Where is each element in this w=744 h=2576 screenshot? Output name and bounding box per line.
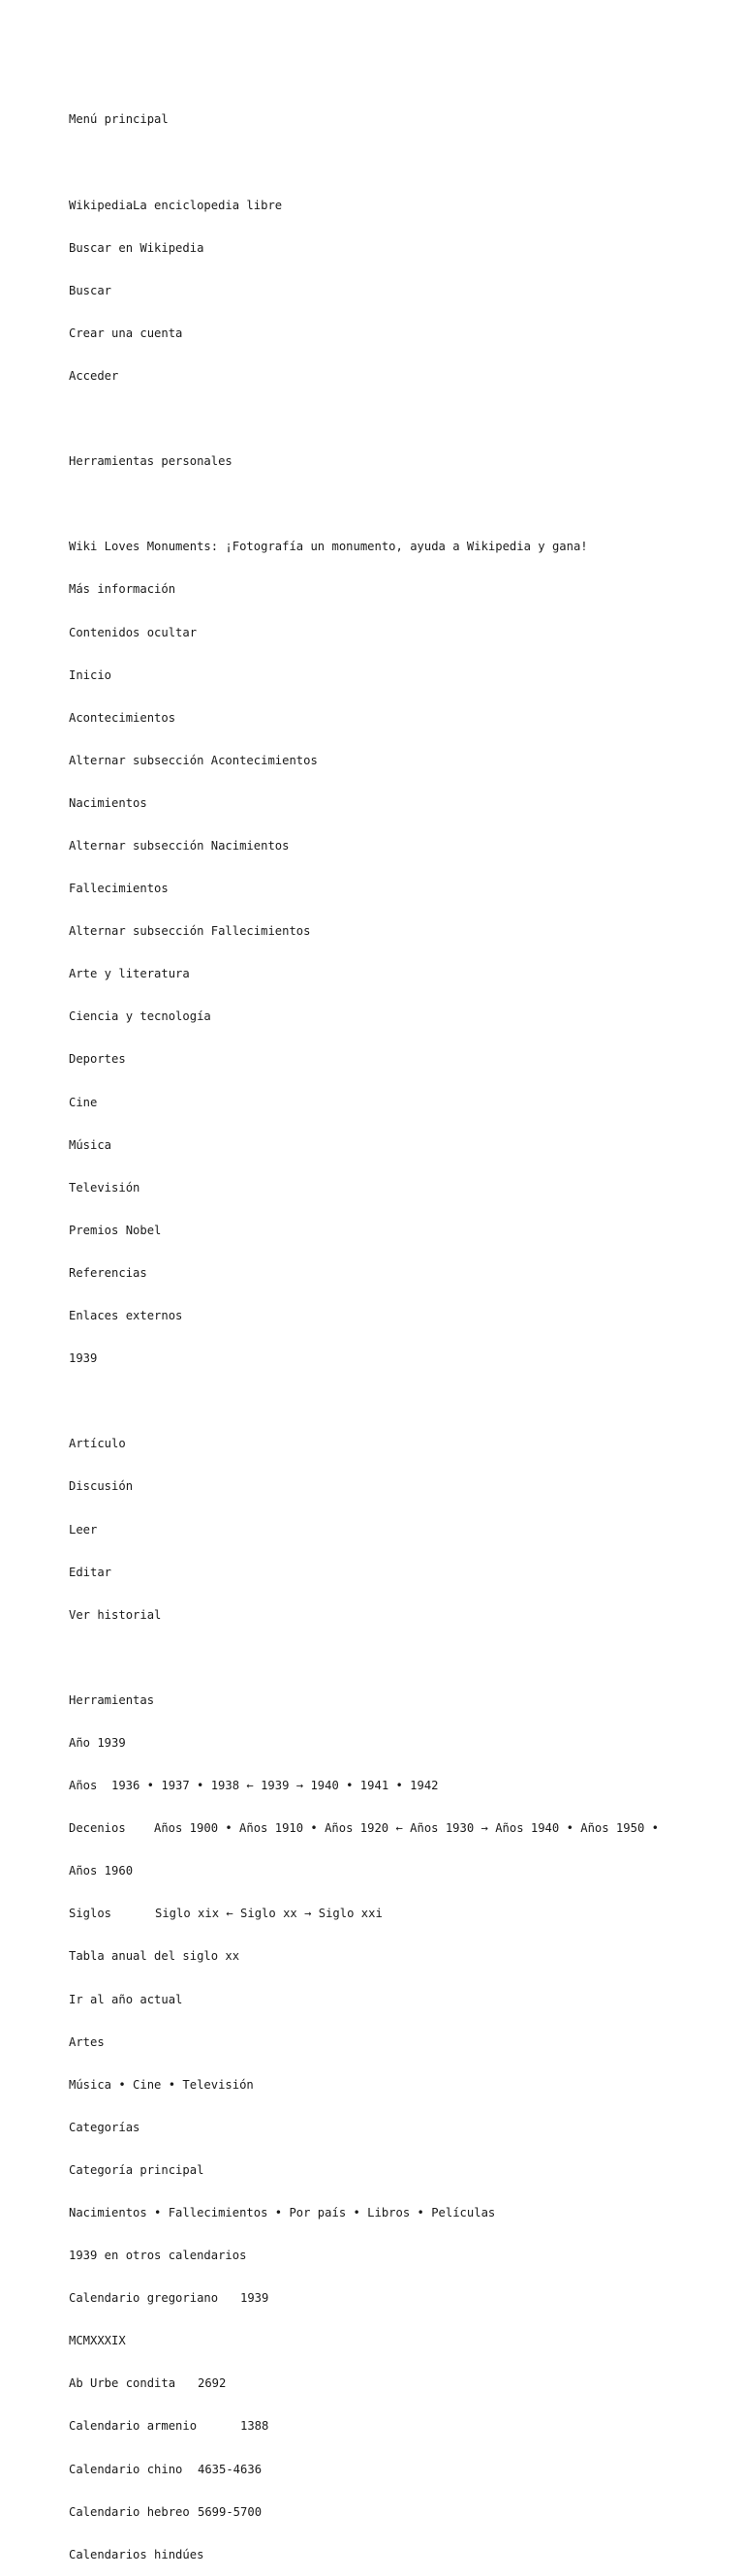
current-year-link[interactable]: Ir al año actual <box>69 1992 183 2006</box>
tab-article[interactable]: Artículo <box>69 1437 126 1451</box>
toc-item-acontecimientos[interactable]: Acontecimientos <box>69 710 176 725</box>
tab-edit[interactable]: Editar <box>69 1565 112 1579</box>
calendar-label[interactable]: Calendario chino <box>69 2462 183 2476</box>
calendar-label-hindu[interactable]: Calendarios hindúes <box>69 2547 204 2561</box>
calendar-row-gregorian <box>69 2291 737 2306</box>
infobox-label: Categorías <box>69 2120 140 2134</box>
toc-heading[interactable]: Contenidos ocultar <box>69 625 198 639</box>
toc-item-cine[interactable]: Cine <box>69 1095 98 1109</box>
login-link[interactable]: Acceder <box>69 368 119 383</box>
tab-history[interactable]: Ver historial <box>69 1607 162 1622</box>
spacer <box>69 412 737 426</box>
tools-button[interactable]: Herramientas <box>69 1692 155 1707</box>
page-title: 1939 <box>69 1351 98 1366</box>
categories-links[interactable]: Nacimientos • Fallecimientos • Por país • Libros • Películas <box>69 2206 496 2219</box>
search-button[interactable]: Buscar <box>69 283 112 297</box>
infobox-label: Años <box>69 1779 98 1793</box>
toc-item-inicio[interactable]: Inicio <box>69 667 112 682</box>
spacer <box>69 1651 737 1665</box>
banner-text[interactable]: Wiki Loves Monuments: ¡Fotografía un monumento, ayuda a Wikipedia y gana! <box>69 540 588 554</box>
calendar-value: 4635-4636 <box>198 2462 263 2476</box>
infobox-label: Artes <box>69 2034 105 2049</box>
spacer <box>69 156 737 171</box>
centuries-links[interactable]: Siglo xix ← Siglo xx → Siglo xxi <box>155 1907 383 1921</box>
years-links[interactable]: 1936 • 1937 • 1938 ← 1939 → 1940 • 1941 • 1942 <box>111 1779 439 1793</box>
calendar-value: 1388 <box>240 2419 269 2434</box>
annual-table-link[interactable]: Tabla anual del siglo xx <box>69 1949 240 1964</box>
infobox-row-centuries <box>69 1907 737 1921</box>
main-category-link[interactable]: Categoría principal <box>69 2162 204 2177</box>
toc-item-fallecimientos[interactable]: Fallecimientos <box>69 882 169 896</box>
calendar-value: 2692 <box>198 2376 227 2391</box>
toc-item-enlaces-externos[interactable]: Enlaces externos <box>69 1309 183 1323</box>
infobox-row-years <box>69 1779 737 1793</box>
infobox-row-decades <box>69 1821 737 1836</box>
infobox-label: Decenios <box>69 1821 126 1836</box>
calendar-row-armenian <box>69 2419 737 2434</box>
infobox-label: Siglos <box>69 1907 112 1921</box>
tab-discussion[interactable]: Discusión <box>69 1479 134 1494</box>
toc-item-television[interactable]: Televisión <box>69 1180 140 1195</box>
calendar-row-hebrew <box>69 2505 737 2520</box>
site-logo-link[interactable]: WikipediaLa enciclopedia libre <box>69 198 283 212</box>
toc-toggle-fallecimientos[interactable]: Alternar subsección Fallecimientos <box>69 924 311 939</box>
toc-item-ciencia-tecnologia[interactable]: Ciencia y tecnología <box>69 1009 211 1024</box>
toc-item-arte-literatura[interactable]: Arte y literatura <box>69 967 190 981</box>
toc-item-premios-nobel[interactable]: Premios Nobel <box>69 1223 162 1237</box>
tab-read[interactable]: Leer <box>69 1522 98 1536</box>
toc-item-referencias[interactable]: Referencias <box>69 1265 147 1280</box>
toc-toggle-nacimientos[interactable]: Alternar subsección Nacimientos <box>69 839 290 853</box>
other-calendars-heading: 1939 en otros calendarios <box>69 2249 247 2263</box>
toc-item-musica[interactable]: Música <box>69 1137 112 1152</box>
roman-numeral: MCMXXXIX <box>69 2334 126 2348</box>
main-menu-button[interactable]: Menú principal <box>69 112 169 127</box>
calendar-row-auc <box>69 2376 737 2391</box>
calendar-label[interactable]: Ab Urbe condita <box>69 2376 176 2391</box>
banner-more-info-link[interactable]: Más información <box>69 582 176 597</box>
toc-toggle-acontecimientos[interactable]: Alternar subsección Acontecimientos <box>69 753 318 767</box>
calendar-row-chinese <box>69 2463 737 2477</box>
create-account-link[interactable]: Crear una cuenta <box>69 326 183 340</box>
toc-item-nacimientos[interactable]: Nacimientos <box>69 795 147 810</box>
calendar-label[interactable]: Calendario gregoriano <box>69 2291 219 2306</box>
decades-links[interactable]: Años 1900 • Años 1910 • Años 1920 ← Años 1930 → Años 1940 • Años 1950 • <box>154 1821 659 1836</box>
page-content <box>69 84 737 2576</box>
arts-links[interactable]: Música • Cine • Televisión <box>69 2077 254 2092</box>
spacer <box>69 497 737 512</box>
toc-item-deportes[interactable]: Deportes <box>69 1052 126 1067</box>
calendar-label[interactable]: Calendario armenio <box>69 2419 198 2434</box>
calendar-value: 1939 <box>240 2291 269 2306</box>
infobox-title: Año 1939 <box>69 1735 126 1750</box>
decades-links-continued[interactable]: Años 1960 <box>69 1864 134 1878</box>
spacer <box>69 1394 737 1409</box>
calendar-value: 5699-5700 <box>198 2504 263 2519</box>
search-input[interactable]: Buscar en Wikipedia <box>69 240 204 255</box>
personal-tools-button[interactable]: Herramientas personales <box>69 454 232 469</box>
calendar-label[interactable]: Calendario hebreo <box>69 2504 190 2519</box>
